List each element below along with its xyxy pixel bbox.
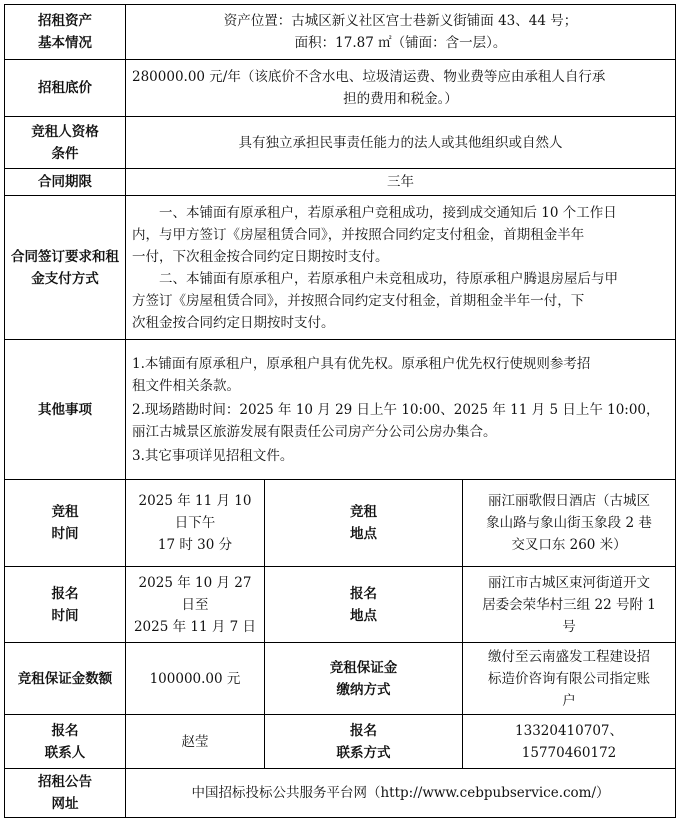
value-term: 三年	[126, 169, 676, 196]
row-website	[5, 769, 676, 818]
row-term	[5, 169, 676, 196]
label-contact-phone: 报名 联系方式	[265, 715, 463, 769]
label-website: 招租公告 网址	[5, 769, 126, 818]
label-deposit-amount: 竞租保证金数额	[5, 643, 126, 715]
label-signup-place: 报名 地点	[265, 567, 463, 643]
row-qualification	[5, 117, 676, 169]
rental-info-table	[4, 4, 676, 818]
value-deposit-amount: 100000.00 元	[126, 643, 265, 715]
value-contact-person: 赵莹	[126, 715, 265, 769]
label-signup-time: 报名 时间	[5, 567, 126, 643]
label-asset: 招租资产 基本情况	[5, 5, 126, 60]
label-bid-time: 竞租 时间	[5, 480, 126, 567]
row-deposit	[5, 643, 676, 715]
contract-clause-line: 次租金按合同约定日期按时支付。	[132, 314, 335, 331]
label-contact-person: 报名 联系人	[5, 715, 126, 769]
asset-area: 面积：17.87 ㎡（铺面：含一层）。	[294, 35, 507, 51]
contract-clause-line: 二、本铺面有原承租户，若原承租户未竞租成功，待原承租户腾退房屋后与甲	[159, 270, 618, 287]
contract-clause-line: 一、本铺面有原承租户，若原承租户竞租成功，接到成交通知后 10 个工作日	[159, 204, 617, 221]
value-deposit-method: 缴付至云南盛发工程建设招 标造价咨询有限公司指定账 户	[463, 643, 676, 715]
value-contract	[126, 196, 676, 340]
value-contact-phone: 13320410707、15770460172	[463, 715, 676, 769]
contract-clause-line: 一付，下次租金按合同约定日期按时支付。	[132, 248, 389, 265]
row-bid	[5, 480, 676, 567]
label-term: 合同期限	[5, 169, 126, 196]
asset-location: 资产位置：古城区新义社区宫士巷新义街铺面 43、44 号；	[223, 13, 578, 29]
other-item-2: 2.现场踏勘时间：2025 年 10 月 29 日上午 10:00、2025 年 11 月 5 日上午 10:00， 丽江古城景区旅游发展有限责任公司房产分公司公房办集合。	[132, 401, 660, 440]
value-qualification: 具有独立承担民事责任能力的法人或其他组织或自然人	[126, 117, 676, 169]
contract-clause-line: 内，与甲方签订《房屋租赁合同》，并按照合同约定支付租金，首期租金半年	[132, 226, 585, 243]
value-signup-place: 丽江市古城区束河街道开文 居委会荣华村三组 22 号附 1 号	[463, 567, 676, 643]
value-base-price: 280000.00 元/年（该底价不含水电、垃圾清运费、物业费等应由承租人自行承 担的费用和税金。）	[126, 60, 676, 117]
row-signup	[5, 567, 676, 643]
value-signup-time: 2025 年 10 月 27 日至 2025 年 11 月 7 日	[126, 567, 265, 643]
row-contact	[5, 715, 676, 769]
row-asset	[5, 5, 676, 60]
value-other	[126, 340, 676, 480]
label-other: 其他事项	[5, 340, 126, 480]
contract-clause-line: 方签订《房屋租赁合同》，并按照合同约定支付租金，首期租金半年一付，下	[132, 292, 585, 309]
other-item-3: 3.其它事项详见招租文件。	[132, 447, 294, 464]
value-bid-time: 2025 年 11 月 10 日下午 17 时 30 分	[126, 480, 265, 567]
row-contract	[5, 196, 676, 340]
row-base-price	[5, 60, 676, 117]
value-website: 中国招标投标公共服务平台网（http://www.cebpubservice.com/）	[126, 769, 676, 818]
other-item-1: 1.本铺面有原承租户，原承租户具有优先权。原承租户优先权行使规则参考招 租文件相关条款。	[132, 355, 591, 394]
label-contract: 合同签订要求和租 金支付方式	[5, 196, 126, 340]
value-bid-place: 丽江丽歌假日酒店（古城区 象山路与象山街玉象段 2 巷 交叉口东 260 米）	[463, 480, 676, 567]
value-asset	[126, 5, 676, 60]
label-base-price: 招租底价	[5, 60, 126, 117]
label-deposit-method: 竞租保证金 缴纳方式	[265, 643, 463, 715]
label-bid-place: 竞租 地点	[265, 480, 463, 567]
row-other	[5, 340, 676, 480]
label-qualification: 竞租人资格 条件	[5, 117, 126, 169]
